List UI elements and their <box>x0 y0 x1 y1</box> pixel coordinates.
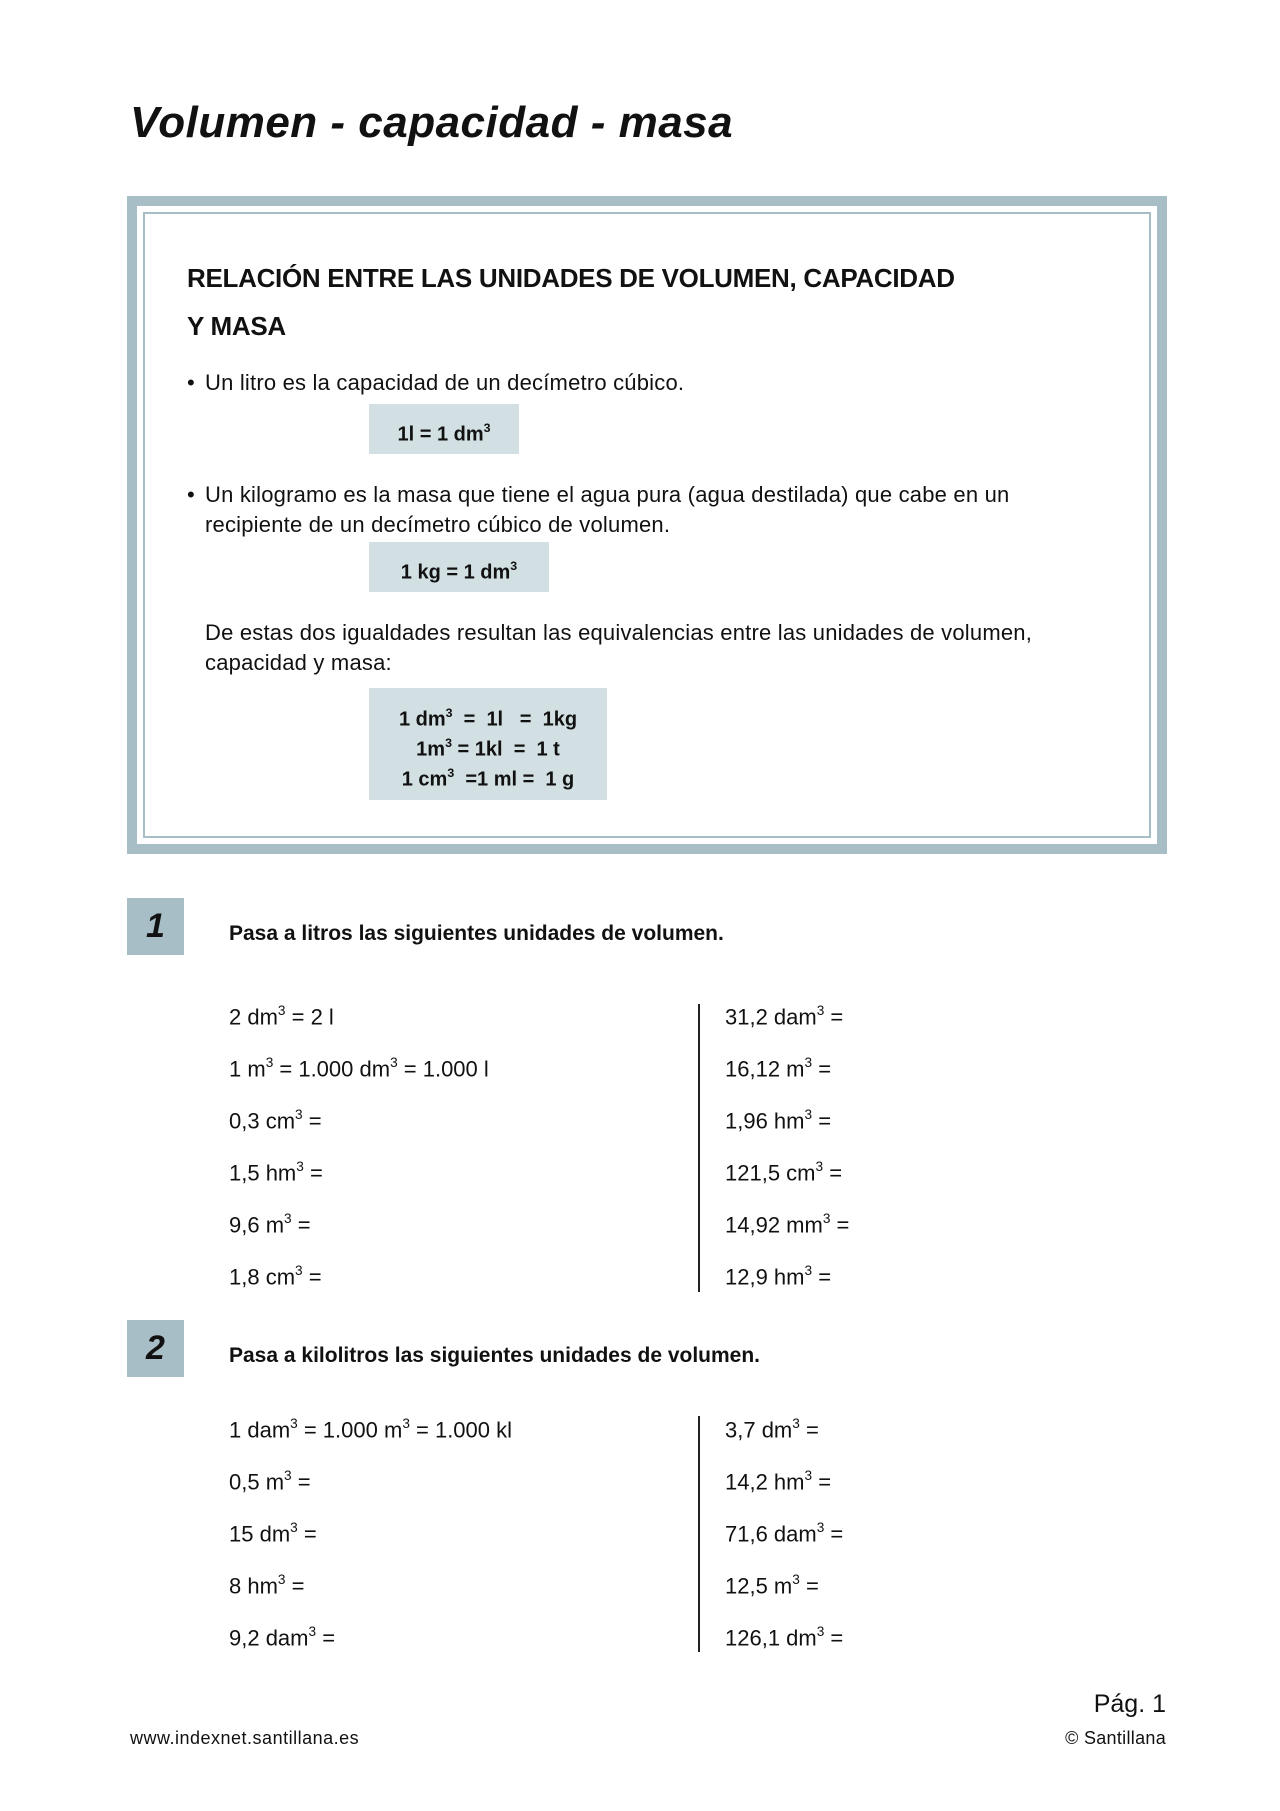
item-text: = <box>799 1417 819 1443</box>
exercise-item <box>229 1408 512 1460</box>
equivalence-table <box>369 688 607 800</box>
item-text: = <box>824 1521 844 1547</box>
item-text: 15 dm <box>229 1521 291 1547</box>
column-divider <box>698 1004 700 1292</box>
bullet-icon: • <box>187 482 195 507</box>
equivalence-exponent: 3 <box>445 705 453 720</box>
exponent: 3 <box>265 1054 274 1070</box>
exercise-2-left-column <box>229 1408 512 1668</box>
item-text: = 1.000 kl <box>409 1417 513 1443</box>
exponent: 3 <box>296 1158 304 1174</box>
exercise-item <box>229 995 489 1047</box>
item-text: 9,2 dam <box>229 1625 309 1651</box>
equivalence-values: =1 ml = 1 g <box>454 768 575 791</box>
exercise-item <box>229 1151 489 1203</box>
exercise-item <box>725 1151 849 1203</box>
item-text: 71,6 dam <box>725 1521 817 1547</box>
item-text: 12,9 hm <box>725 1264 805 1290</box>
equivalence-values: = 1kl = 1 t <box>451 738 560 761</box>
exponent: 3 <box>284 1210 292 1226</box>
bullet-capacity <box>187 368 1087 398</box>
item-text: 14,2 hm <box>725 1469 805 1495</box>
exercise-2-number: 2 <box>127 1320 184 1377</box>
equivalence-row <box>369 729 607 759</box>
item-text: 0,5 m <box>229 1469 285 1495</box>
item-text: 8 hm <box>229 1573 278 1599</box>
item-text: = <box>812 1469 832 1495</box>
theory-heading <box>187 254 1087 350</box>
equivalence-values: = 1l = 1kg <box>452 708 578 731</box>
page-title: Volumen - capacidad - masa <box>130 98 734 147</box>
item-text: 1 dam <box>229 1417 291 1443</box>
item-text: = <box>291 1212 311 1238</box>
exercise-item <box>725 1460 843 1512</box>
exercise-1-statement: Pasa a litros las siguientes unidades de volumen. <box>229 922 724 945</box>
item-text: = <box>824 1625 844 1651</box>
bullet-mass <box>187 480 1087 540</box>
item-text: 2 dm <box>229 1004 278 1030</box>
item-text: = <box>823 1160 843 1186</box>
exercise-item <box>229 1099 489 1151</box>
equivalence-paragraph: De estas dos igualdades resultan las equivalencias entre las unidades de volumen, capacidad y masa: <box>205 620 1033 675</box>
item-text: 1 m <box>229 1056 266 1082</box>
exponent: 3 <box>390 1054 398 1070</box>
bullet-capacity-text: Un litro es la capacidad de un decímetro cúbico. <box>205 370 685 395</box>
item-text: = <box>302 1264 322 1290</box>
exercise-item <box>229 1047 489 1099</box>
item-text: 9,6 m <box>229 1212 285 1238</box>
exponent: 3 <box>290 1519 298 1535</box>
exponent: 3 <box>815 1158 824 1174</box>
formula-kilogram-exponent: 3 <box>510 558 518 573</box>
item-text: = <box>297 1521 317 1547</box>
item-text: = 1.000 dm <box>273 1056 391 1082</box>
item-text: = 1.000 l <box>397 1056 489 1082</box>
page-number: Pág. 1 <box>1093 1690 1166 1718</box>
formula-kilogram <box>369 542 549 592</box>
exponent: 3 <box>816 1623 825 1639</box>
footer-url[interactable]: www.indexnet.santillana.es <box>130 1728 360 1748</box>
item-text: 3,7 dm <box>725 1417 793 1443</box>
item-text: 1,5 hm <box>229 1160 297 1186</box>
exponent: 3 <box>822 1210 831 1226</box>
item-text: = <box>812 1264 832 1290</box>
item-text: 16,12 m <box>725 1056 805 1082</box>
exponent: 3 <box>308 1623 317 1639</box>
item-text: = <box>830 1212 850 1238</box>
item-text: 14,92 mm <box>725 1212 823 1238</box>
exponent: 3 <box>816 1519 825 1535</box>
item-text: 126,1 dm <box>725 1625 817 1651</box>
formula-kilogram-lhs: 1 kg = 1 dm <box>400 561 511 584</box>
exercise-item <box>229 1564 512 1616</box>
exercise-item <box>725 1616 843 1668</box>
item-text: = <box>812 1056 832 1082</box>
exponent: 3 <box>804 1467 813 1483</box>
exponent: 3 <box>792 1571 800 1587</box>
equivalence-unit: 1 cm <box>401 768 448 791</box>
exercise-1-left-column <box>229 995 489 1307</box>
item-text: = <box>812 1108 832 1134</box>
exercise-item <box>725 1564 843 1616</box>
exercise-item <box>725 1512 843 1564</box>
item-text: = <box>302 1108 322 1134</box>
item-text: 0,3 cm <box>229 1108 296 1134</box>
exponent: 3 <box>804 1054 813 1070</box>
theory-box <box>127 196 1167 854</box>
equivalence-exponent: 3 <box>447 765 455 780</box>
bullet-icon: • <box>187 370 195 395</box>
exercise-item <box>229 1460 512 1512</box>
equivalence-unit: 1m <box>416 738 446 761</box>
item-text: 121,5 cm <box>725 1160 816 1186</box>
exponent: 3 <box>290 1415 298 1431</box>
theory-heading-line2: Y MASA <box>187 311 286 341</box>
item-text: 31,2 dam <box>725 1004 817 1030</box>
column-divider <box>698 1416 700 1652</box>
exercise-item <box>725 1203 849 1255</box>
item-text: = 2 l <box>285 1004 334 1030</box>
exercise-item <box>229 1203 489 1255</box>
exercise-item <box>229 1255 489 1307</box>
exponent: 3 <box>816 1002 825 1018</box>
exercise-1-right-column <box>725 995 849 1307</box>
exercise-2-statement: Pasa a kilolitros las siguientes unidades de volumen. <box>229 1344 761 1367</box>
exponent: 3 <box>804 1262 813 1278</box>
exercise-item <box>725 1047 849 1099</box>
exercise-item <box>725 1408 843 1460</box>
exponent: 3 <box>792 1415 800 1431</box>
formula-liter <box>369 404 519 454</box>
exercise-item <box>229 1616 512 1668</box>
exercise-item <box>725 995 849 1047</box>
item-text: 12,5 m <box>725 1573 793 1599</box>
exponent: 3 <box>804 1106 813 1122</box>
exercise-item <box>725 1099 849 1151</box>
exercise-1-number: 1 <box>127 898 184 955</box>
item-text: = 1.000 m <box>297 1417 403 1443</box>
exponent: 3 <box>277 1002 286 1018</box>
item-text: = <box>824 1004 844 1030</box>
theory-heading-line1: RELACIÓN ENTRE LAS UNIDADES DE VOLUMEN, CAPACIDAD <box>187 263 955 293</box>
exercise-item <box>229 1512 512 1564</box>
exponent: 3 <box>295 1106 303 1122</box>
item-text: = <box>303 1160 323 1186</box>
exponent: 3 <box>284 1467 292 1483</box>
equivalence-row <box>369 759 607 789</box>
exercise-2-right-column <box>725 1408 843 1668</box>
item-text: = <box>316 1625 336 1651</box>
equivalence-unit: 1 dm <box>398 708 446 731</box>
equivalence-exponent: 3 <box>445 735 452 750</box>
formula-liter-exponent: 3 <box>483 420 491 435</box>
exercise-item <box>725 1255 849 1307</box>
formula-liter-lhs: 1l = 1 dm <box>397 423 484 446</box>
item-text: 1,8 cm <box>229 1264 296 1290</box>
item-text: = <box>285 1573 305 1599</box>
item-text: 1,96 hm <box>725 1108 805 1134</box>
equivalence-row <box>369 699 607 729</box>
item-text: = <box>799 1573 819 1599</box>
bullet-mass-text: Un kilogramo es la masa que tiene el agua pura (agua destilada) que cabe en un recipiente de un decímetro cúbico de volumen. <box>205 482 1010 537</box>
exponent: 3 <box>402 1415 410 1431</box>
exponent: 3 <box>295 1262 303 1278</box>
item-text: = <box>291 1469 311 1495</box>
footer-copyright: © Santillana <box>1065 1728 1166 1748</box>
exponent: 3 <box>277 1571 286 1587</box>
